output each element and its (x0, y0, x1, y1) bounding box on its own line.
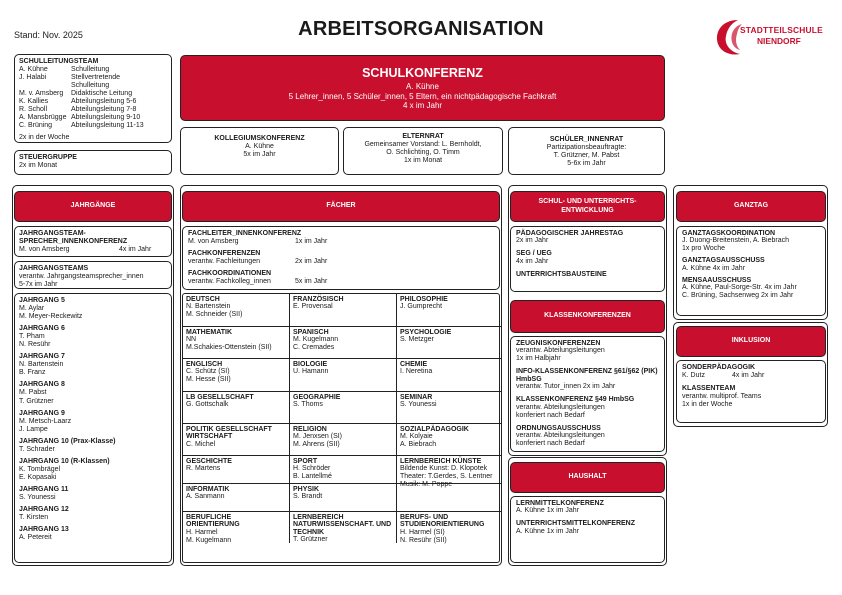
fach-cell (183, 327, 290, 359)
jg-list-box (14, 293, 172, 563)
panel-item-title: UNTERRICHTSBAUSTEINE (516, 270, 607, 278)
jahrgang-title: JAHRGANG 8 (19, 381, 65, 389)
schuelerrat-box (508, 127, 665, 175)
fach-line: J. Gumprecht (400, 303, 443, 311)
kollegium-title: KOLLEGIUMSKONFERENZ (214, 135, 305, 142)
schulkonferenz-box (180, 55, 665, 121)
fach-line: S. Brandt (293, 493, 323, 501)
jg-teams-line2: 5-7x im Jahr (19, 281, 58, 289)
jahrgang-name: K. Tombrägel (19, 465, 61, 473)
schulleitung-frequency: 2x in der Woche (19, 134, 70, 142)
schulleitung-member (19, 66, 167, 74)
jahrgang-name: T. Kirsten (19, 514, 49, 522)
fach-title: SOZIALPÄDAGOGIK (400, 426, 469, 433)
jahrgang-title: JAHRGANG 9 (19, 409, 65, 417)
inklusion-header: INKLUSION (676, 326, 826, 357)
fach-cell (397, 484, 501, 512)
haushalt-header: HAUSHALT (510, 462, 665, 493)
fach-line: H. Schröder (293, 465, 331, 473)
fach-title: FRANZÖSISCH (293, 296, 344, 303)
schulleitung-member (19, 90, 167, 98)
panel-item (682, 257, 820, 272)
stand-date: Stand: Nov. 2025 (14, 30, 83, 40)
fach-cell (290, 392, 397, 424)
fach-title: LB GESELLSCHAFT (186, 394, 254, 401)
fach-cell (397, 392, 501, 424)
fach-line: M. Kugelmann (186, 536, 232, 544)
panel-item-line: verantw. Abteilungsleitungen (516, 347, 605, 355)
elternrat-line1: Gemeinsamer Vorstand: L. Bernholdt, (364, 141, 482, 149)
schulkonferenz-chair: A. Kühne (406, 82, 439, 92)
jahrgang-name: T. Pham (19, 333, 45, 341)
fach-line: M. Ahrens (SII) (293, 441, 340, 449)
panel-item-title: SEG / UEG (516, 250, 552, 258)
panel-item-line: 4x im Jahr (516, 257, 549, 265)
haushalt-list (516, 500, 659, 536)
panel-item-title: LERNMITTELKONFERENZ (516, 500, 604, 507)
panel-item-title: INFO-KLASSENKONFERENZ §61/§62 (PIK) HmbSG (516, 368, 658, 383)
sonder-freq: 4x im Jahr (732, 372, 765, 380)
jahrgang-item (19, 458, 167, 482)
jahrgang-title: JAHRGANG 11 (19, 485, 69, 493)
jahrgang-name: T. Grützner (19, 397, 54, 405)
fach-title: RELIGION (293, 426, 327, 433)
klassenteam-line1: verantw. multiprof. Teams (682, 393, 762, 401)
panel-item-line: J. Duong-Breitenstein, A. Biebrach (682, 237, 790, 245)
fach-line: E. Provensal (293, 303, 333, 311)
kollegium-box (180, 127, 339, 175)
panel-item (516, 250, 659, 265)
fach-title: PHILOSOPHIE (400, 296, 448, 303)
fach-line: B. Lantellmé (293, 473, 332, 481)
fach-title: LERNBEREICH KÜNSTE (400, 458, 482, 465)
jg-sprecher-box (14, 226, 172, 257)
fach-line: A. Sanmann (186, 493, 225, 501)
jahrgang-name: N. Resühr (19, 341, 51, 349)
fach-title: PHYSIK (293, 486, 320, 493)
elternrat-line2: O. Schlichting, O. Timm (386, 149, 460, 157)
member-role: Didaktische Leitung (71, 90, 133, 98)
fach-title: DEUTSCH (186, 296, 220, 303)
ganztag-list (682, 230, 820, 300)
schulleitung-title: SCHULLEITUNGSTEAM (19, 58, 99, 65)
panel-item-title: PÄDAGOGISCHER JAHRESTAG (516, 230, 624, 237)
panel-item-line: A. Kühne 1x im Jahr (516, 527, 580, 535)
fach-line: H. Harmel (186, 528, 218, 536)
faecher-grid (182, 293, 500, 563)
klassenkonferenzen-items (510, 336, 665, 452)
schulleitung-member (19, 98, 167, 106)
schulkonferenz-frequency: 4 x im Jahr (402, 100, 443, 110)
schulleitung-member (19, 114, 167, 122)
klassenkonferenzen-header: KLASSENKONFERENZEN (510, 300, 665, 333)
fach-line: M.Schakies-Ottenstein (SII) (186, 344, 272, 352)
klassenteam-title: KLASSENTEAM (682, 385, 736, 393)
jahrgang-name: M. Pabst (19, 389, 47, 397)
steuergruppe-frequency: 2x im Monat (19, 162, 58, 170)
sonder-name: K. Dutz (682, 372, 705, 380)
panel-item-line: verantw. Abteilungsleitungen (516, 403, 605, 411)
panel-item (516, 340, 659, 363)
fach-cell (397, 456, 501, 489)
schulleitung-member (19, 106, 167, 114)
schulleitung-member (19, 74, 167, 82)
jahrgang-title: JAHRGANG 10 (Prax-Klasse) (19, 437, 116, 445)
member-name: C. Brüning (19, 122, 53, 130)
panel-item-title: UNTERRICHTSMITTELKONFERENZ (516, 520, 635, 528)
jg-teams-line1: verantw. Jahrgangsteamsprecher_innen (19, 273, 144, 281)
fach-title: SPORT (293, 458, 318, 465)
haushalt-items (510, 496, 665, 563)
fach-title: BIOLOGIE (293, 361, 328, 368)
fach-line: U. Hamann (293, 368, 329, 376)
elternrat-title: ELTERNRAT (402, 133, 444, 140)
schuelerrat-line1: Partizipationsbeauftragte: (546, 144, 627, 152)
jg-teams-title: JAHRGANGSTEAMS (19, 265, 89, 272)
fachkoordinationen-name: verantw. Fachkolleg_innen (188, 278, 271, 286)
panel-item-title: ZEUGNISKONFERENZEN (516, 340, 601, 347)
fachkoordinationen-freq: 5x im Jahr (295, 278, 328, 286)
member-name: M. v. Amsberg (19, 90, 64, 98)
panel-item-line: konferiert nach Bedarf (516, 440, 585, 447)
jahrgang-name: M. Metsch-Laarz (19, 417, 72, 425)
fach-line: C. Michel (186, 440, 216, 448)
inklusion-items (676, 360, 826, 423)
jahrgang-title: JAHRGANG 10 (R-Klassen) (19, 457, 110, 465)
fachkonferenzen-freq: 2x im Jahr (295, 258, 328, 266)
jg-sprecher-name: M. von Amsberg (19, 246, 70, 254)
fachleiter-title: FACHLEITER_INNENKONFERENZ (188, 230, 302, 237)
member-role: Abteilungsleitung 9-10 (71, 114, 141, 122)
jahrgang-item (19, 410, 167, 434)
fach-title: PSYCHOLOGIE (400, 329, 452, 336)
jahrgang-item (19, 438, 167, 454)
member-role: Abteilungsleitung 11-13 (71, 122, 144, 130)
fach-line: S. Metzger (400, 336, 434, 344)
member-name: J. Halabi (19, 74, 47, 82)
panel-item-line: 1x pro Woche (682, 245, 726, 253)
ganztag-items (676, 226, 826, 316)
fach-line: NN (186, 336, 197, 344)
jahrgang-title: JAHRGANG 13 (19, 526, 69, 534)
klassenteam-line2: 1x in der Woche (682, 401, 733, 409)
fach-line: M. Schneider (SII) (186, 311, 243, 319)
member-name: R. Scholl (19, 106, 48, 114)
panel-item (516, 500, 659, 515)
jg-sprecher-title2: SPRECHER_INNENKONFERENZ (19, 238, 128, 246)
fach-line: M. Kolyaie (400, 433, 433, 441)
panel-item-line: 1x im Halbjahr (516, 355, 561, 363)
fach-line: T. Grützner (293, 536, 328, 544)
fach-cell (290, 424, 397, 456)
fach-line: Theater: T.Gerdes, S. Lentner (400, 473, 493, 481)
fachkonferenzen-title: FACHKONFERENZEN (188, 250, 261, 258)
fach-cell (290, 327, 397, 359)
panel-item-line: A. Kühne 1x im Jahr (516, 507, 580, 515)
school-logo (712, 14, 830, 58)
member-role: Schulleitung (71, 66, 110, 74)
entwicklung-list (516, 230, 659, 278)
logo-swoosh-icon (712, 14, 752, 58)
jahrgang-name: T. Schrader (19, 445, 55, 453)
fach-line: C. Schütz (SI) (186, 368, 230, 376)
member-name: A. Mansbrügge (19, 114, 67, 122)
jahrgang-name: N. Bartenstein (19, 361, 64, 369)
fach-line: G. Gottschalk (186, 401, 229, 409)
schulkonferenz-members: 5 Lehrer_innen, 5 Schüler_innen, 5 Eltern, ein nichtpädagogische Fachkraft (288, 91, 557, 101)
fach-title: CHEMIE (400, 361, 428, 368)
panel-item (516, 520, 659, 535)
jahrgaenge-header: JAHRGÄNGE (14, 191, 172, 222)
fach-title: BERUFS- UND STUDIENORIENTIERUNG (400, 514, 485, 529)
panel-item (516, 271, 659, 278)
jahrgang-name: E. Kopasaki (19, 473, 57, 481)
panel-item-line: verantw. Tutor_innen 2x im Jahr (516, 383, 616, 391)
member-role: Abteilungsleitung 7-8 (71, 106, 137, 114)
jahrgang-name: J. Lampe (19, 425, 48, 433)
fach-line: Bildende Kunst: D. Klopotek (400, 465, 488, 473)
panel-item-title: MENSAAUSSCHUSS (682, 276, 752, 284)
panel-item (516, 425, 659, 448)
fach-line: N. Resühr (SII) (400, 536, 447, 544)
fach-title: SPANISCH (293, 329, 329, 336)
fach-title: POLITIK GESELLSCHAFT WIRTSCHAFT (186, 426, 272, 441)
fachleiter-name: M. von Amsberg (188, 238, 239, 246)
jahrgang-name: A. Petereit (19, 534, 52, 542)
steuergruppe-title: STEUERGRUPPE (19, 154, 77, 161)
schulkonferenz-title: SCHULKONFERENZ (362, 66, 483, 81)
member-role: Schulleitung (71, 82, 110, 90)
panel-item-line: konferiert nach Bedarf (516, 411, 585, 419)
fach-cell (183, 456, 290, 484)
fach-cell (397, 327, 501, 359)
fach-cell (397, 512, 501, 543)
panel-item (516, 368, 659, 391)
panel-item-line: verantw. Abteilungsleitungen (516, 431, 605, 439)
panel-item (682, 277, 820, 300)
fach-cell (290, 484, 397, 512)
fach-title: MATHEMATIK (186, 329, 233, 336)
fach-line: N. Bartenstein (186, 303, 231, 311)
fach-title: INFORMATIK (186, 486, 230, 493)
fach-title: GESCHICHTE (186, 458, 232, 465)
jahrgang-title: JAHRGANG 5 (19, 297, 65, 304)
schulleitung-members (19, 66, 167, 130)
fach-cell (183, 359, 290, 392)
kollegium-line2: 5x im Jahr (243, 151, 276, 159)
fach-line: H. Harmel (SI) (400, 528, 445, 536)
fachkoordinationen-title: FACHKOORDINATIONEN (188, 270, 272, 278)
jahrgang-item (19, 325, 167, 349)
jahrgang-item (19, 506, 167, 522)
jahrgang-list (19, 297, 167, 542)
logo-text-line2: NIENDORF (757, 36, 801, 46)
faecher-header: FÄCHER (182, 191, 500, 222)
steuergruppe-box (14, 150, 172, 175)
sonder-title: SONDERPÄDAGOGIK (682, 364, 756, 371)
schulleitung-member (19, 122, 167, 130)
fach-cell (183, 484, 290, 512)
fachkonferenzen-name: verantw. Fachleitungen (188, 258, 260, 266)
fach-cell (290, 359, 397, 392)
fach-cell (290, 294, 397, 327)
fachleiter-freq: 1x im Jahr (295, 238, 328, 246)
panel-item (682, 230, 820, 253)
fach-title: BERUFLICHE ORIENTIERUNG (186, 514, 240, 529)
fach-line: R. Martens (186, 465, 221, 473)
fach-cell (290, 456, 397, 484)
klassenkonferenzen-list (516, 340, 659, 448)
jahrgang-item (19, 526, 167, 542)
fach-line: Musik: M. Poppe (400, 481, 453, 489)
panel-item-line: C. Brüning, Sachsenweg 2x im Jahr (682, 292, 794, 300)
fach-line: S. Thoms (293, 401, 323, 409)
fach-line: M. Hesse (SII) (186, 376, 231, 384)
fach-line: M. Jenxsen (SI) (293, 433, 343, 441)
panel-item-line: A. Kühne 4x im Jahr (682, 264, 746, 272)
jahrgang-item (19, 381, 167, 405)
panel-item-title: GANZTAGSAUSSCHUSS (682, 257, 765, 265)
fachkonferenzen-box (182, 226, 500, 290)
fach-line: A. Biebrach (400, 441, 437, 449)
fach-cell (397, 294, 501, 327)
member-role: Abteilungsleitung 5-6 (71, 98, 137, 106)
fach-line: M. Kugelmann (293, 336, 339, 344)
jg-teams-box (14, 261, 172, 289)
panel-item-line: A. Kühne, Paul-Sorge-Str. 4x im Jahr (682, 284, 797, 292)
jahrgang-item (19, 297, 167, 321)
panel-item-line: 2x im Jahr (516, 237, 549, 245)
fach-cell (183, 512, 290, 543)
fach-cell (183, 424, 290, 456)
fach-cell (397, 359, 501, 392)
jahrgang-title: JAHRGANG 7 (19, 353, 65, 361)
fach-line: S. Younessi (400, 401, 437, 409)
fach-cell (183, 294, 290, 327)
ganztag-header: GANZTAG (676, 191, 826, 222)
panel-item-title: ORDNUNGSAUSSCHUSS (516, 424, 601, 432)
panel-item (516, 230, 659, 245)
panel-item (516, 396, 659, 419)
panel-item-title: GANZTAGSKOORDINATION (682, 230, 776, 237)
fach-line: C. Cremades (293, 344, 335, 352)
fach-title: ENGLISCH (186, 361, 223, 368)
fach-line: I. Neretina (400, 368, 433, 376)
schulleitung-box (14, 54, 172, 143)
fach-title: LERNBEREICH NATURWISSENSCHAFT. UND TECHNIK (293, 514, 392, 536)
fach-cell (290, 512, 397, 543)
logo-text-line1: STADTTEILSCHULE (740, 25, 823, 35)
schuelerrat-title: SCHÜLER_INNENRAT (549, 136, 624, 143)
jahrgang-name: M. Aylar (19, 305, 45, 313)
entwicklung-header: SCHUL- UND UNTERRICHTS-ENTWICKLUNG (510, 191, 665, 222)
member-name: K. Kallies (19, 98, 49, 106)
schuelerrat-line3: 5-6x im Jahr (567, 160, 606, 168)
jahrgang-title: JAHRGANG 6 (19, 325, 65, 333)
fach-title: SEMINAR (400, 394, 433, 401)
schulleitung-member (19, 82, 167, 90)
jg-sprecher-title1: JAHRGANGSTEAM- (19, 230, 86, 237)
jahrgang-name: M. Meyer-Reckewitz (19, 313, 83, 321)
jahrgang-item (19, 486, 167, 502)
member-name: A. Kühne (19, 66, 48, 74)
entwicklung-items (510, 226, 665, 292)
jahrgang-title: JAHRGANG 12 (19, 506, 69, 514)
elternrat-box (343, 127, 503, 175)
page-title: ARBEITSORGANISATION (298, 18, 544, 40)
jahrgang-name: B. Franz (19, 369, 46, 377)
schuelerrat-line2: T. Grützner, M. Pabst (553, 152, 620, 160)
jg-sprecher-freq: 4x im Jahr (119, 246, 152, 254)
member-role: Stellvertretende (71, 74, 121, 82)
jahrgang-item (19, 353, 167, 377)
kollegium-line1: A. Kühne (245, 143, 274, 151)
fach-title: GEOGRAPHIE (293, 394, 341, 401)
jahrgang-name: S. Younessi (19, 493, 56, 501)
fach-cell (397, 424, 501, 456)
panel-item-title: KLASSENKONFERENZ §49 HmbSG (516, 396, 635, 404)
fach-cell (183, 392, 290, 424)
elternrat-line3: 1x im Monat (403, 157, 443, 165)
